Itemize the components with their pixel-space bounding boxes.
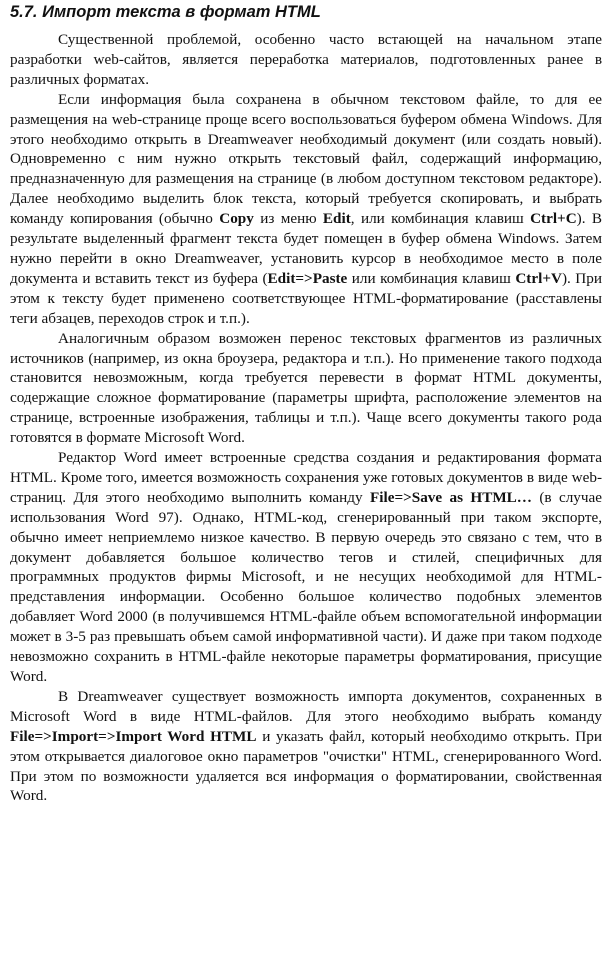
text-segment: Редактор Word имеет встроенные средства создания и редактирования формата HTML. Кроме того, имеется возможность сохранения уже готовых документов в виде web-страниц. Для этого необходимо выполнить команду <box>10 449 602 506</box>
text-segment: (в случае использования Word 97). Однако, HTML-код, сгенерированный при таком экспорте, обычно имеет неприемлемо низкое качество. В первую очередь это связано с тем, что в документ добавляется большое количество тегов и стилей, специфичных для программных продуктов фирмы Microsoft, и не несущих необходимой для HTML-представления информации. Особенно большое количество подобных элементов добавляет Word 2000 (в получившемся HTML-файле объем вспомогательной информации может в 3-5 раз превышать объем самой информативной части). И даже при таком подходе невозможно сохранить в HTML-файле некоторые параметры форматирования, присущие Word. <box>10 488 602 685</box>
bold-command-save-as-html: File=>Save as HTML… <box>369 488 532 506</box>
text-segment: В Dreamweaver существует возможность импорта документов, сохраненных в Microsoft Word в виде HTML-файлов. Для этого необходимо выбрать команду <box>10 687 602 725</box>
bold-shortcut-ctrl-v: Ctrl+V <box>515 269 562 287</box>
bold-command-copy: Copy <box>219 210 254 228</box>
text-segment: , или комбинация клавиш <box>350 210 531 228</box>
bold-command-import-word-html: File=>Import=>Import Word HTML <box>10 727 257 745</box>
text-segment: или комбинация клавиш <box>347 269 516 287</box>
text-segment: ). В результате выделенный фрагмент текста будет помещен в буфер обмена Windows. Затем нужно перейти в окно Dreamweaver, установить курсор в необходимое место в поле документа и вставить текст из буфера ( <box>10 210 603 287</box>
paragraph-4 <box>10 448 602 687</box>
document-body <box>10 30 602 806</box>
paragraph-2 <box>10 90 602 329</box>
bold-menu-edit: Edit <box>322 210 351 228</box>
paragraph-5 <box>10 687 602 806</box>
bold-command-paste: Edit=>Paste <box>267 269 348 287</box>
text-segment: из меню <box>253 210 323 228</box>
paragraph-1: Существенной проблемой, особенно часто встающей на начальном этапе разработки web-сайтов, является переработка материалов, подготовленных ранее в различных форматах. <box>10 31 602 88</box>
bold-shortcut-ctrl-c: Ctrl+C <box>530 210 577 228</box>
text-segment: ). При этом к тексту будет применено соответствующее HTML-форматирование (расставлены теги абзацев, переходов строк и т.п.). <box>10 269 602 327</box>
text-segment: и указать файл, который необходимо открыть. При этом открывается диалоговое окно параметров "очистки" HTML, сгенерированного Word. При этом по возможности удаляется вся информация о форматировании, свойственная Word. <box>10 727 602 805</box>
section-heading: 5.7. Импорт текста в формат HTML <box>10 3 321 21</box>
paragraph-3: Аналогичным образом возможен перенос текстовых фрагментов из различных источников (например, из окна броузера, редактора и т.п.). Но применение такого подхода становится невозможным, когда требуется перевести в формат HTML документы, содержащие сложное форматирование (параметры шрифта, расположение элементов на странице, встроенные изображения, таблицы и т.п.). Чаще всего документы такого рода готовятся в формате Microsoft Word. <box>10 329 602 447</box>
text-segment: Если информация была сохранена в обычном текстовом файле, то для ее размещения на web-странице проще всего воспользоваться буфером обмена Windows. Для этого необходимо открыть в Dreamweaver необходимый документ (или создать новый). Одновременно с ним нужно открыть текстовый файл, содержащий информацию, предназначенную для размещения на странице (в любом доступном текстовом редакторе). Далее необходимо выделить блок текста, который требуется скопировать, и выбрать команду копирования (обычно <box>10 90 602 228</box>
